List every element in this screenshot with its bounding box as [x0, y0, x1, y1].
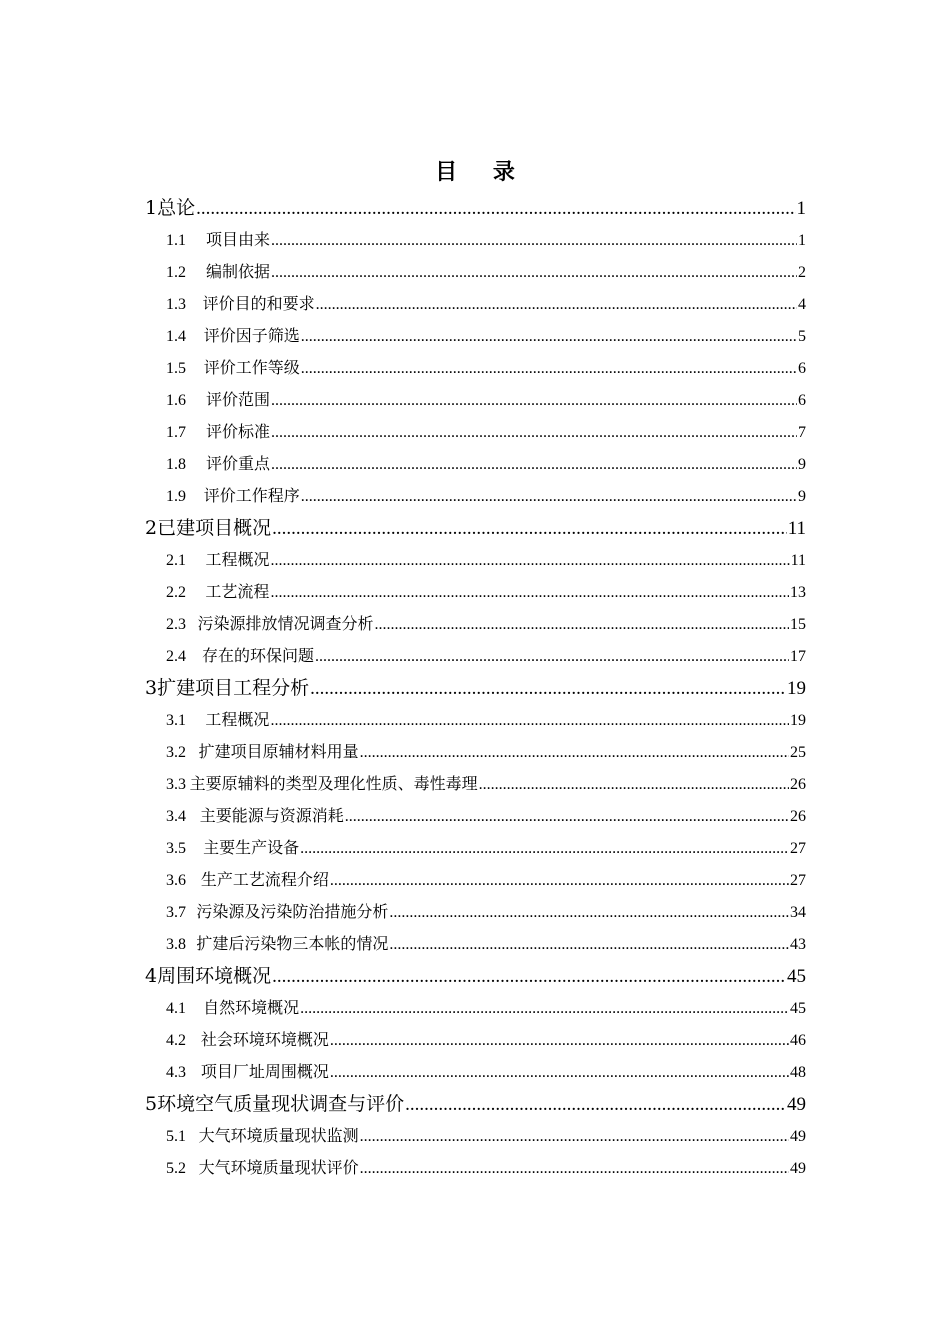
toc-page-number: 15 [790, 616, 806, 633]
dot-leader [271, 449, 797, 481]
toc-page-number: 1 [796, 198, 806, 219]
toc-page-number: 43 [790, 936, 806, 953]
toc-section-entry[interactable] [145, 608, 806, 640]
toc-page-number: 7 [798, 424, 806, 441]
toc-page-number: 6 [798, 360, 806, 377]
toc-section-number: 5.1 [166, 1128, 186, 1145]
toc-page-number: 49 [790, 1160, 806, 1177]
dot-leader [300, 833, 789, 865]
toc-entry-title: 2已建项目概况 [145, 517, 272, 539]
toc-section-entry[interactable] [145, 832, 806, 864]
toc-page-number: 45 [787, 966, 806, 987]
dot-leader [360, 737, 789, 769]
dot-leader [405, 1089, 786, 1121]
toc-section-number: 1.6 [166, 392, 186, 409]
dot-leader [271, 417, 797, 449]
toc-section-entry[interactable] [145, 800, 806, 832]
toc-section-number: 3.4 [166, 808, 186, 825]
toc-entry-title: 项目厂址周围概况 [200, 1062, 329, 1081]
toc-entry-title: 评价范围 [205, 390, 270, 409]
toc-section-number: 1.9 [166, 488, 186, 505]
dot-leader [345, 801, 789, 833]
toc-entry-title: 扩建项目原辅材料用量 [198, 742, 359, 761]
dot-leader [301, 481, 797, 513]
toc-section-entry[interactable] [145, 896, 806, 928]
toc-entry-title: 存在的环保问题 [202, 646, 315, 665]
toc-page-number: 5 [798, 328, 806, 345]
dot-leader [315, 641, 789, 673]
toc-chapter-entry[interactable] [145, 1088, 806, 1120]
toc-chapter-entry[interactable] [145, 192, 806, 224]
toc-entry-title: 主要原辅料的类型及理化性质、毒性毒理 [189, 774, 478, 793]
toc-section-number: 1.8 [166, 456, 186, 473]
toc-page-number: 9 [798, 488, 806, 505]
toc-chapter-entry[interactable] [145, 672, 806, 704]
toc-section-entry[interactable] [145, 640, 806, 672]
toc-entry-title: 评价工作程序 [203, 486, 300, 505]
toc-section-number: 1.3 [166, 296, 186, 313]
toc-section-entry[interactable] [145, 704, 806, 736]
dot-leader [270, 577, 789, 609]
toc-entry-title: 污染源及污染防治措施分析 [196, 902, 389, 921]
dot-leader [270, 545, 789, 577]
toc-section-number: 1.4 [166, 328, 186, 345]
toc-page-number: 25 [790, 744, 806, 761]
toc-entry-title: 4周围环境概况 [145, 965, 272, 987]
toc-section-number: 2.3 [166, 616, 186, 633]
toc-page-number: 13 [790, 584, 806, 601]
toc-entry-title: 3扩建项目工程分析 [145, 677, 310, 699]
toc-section-number: 3.6 [166, 872, 186, 889]
dot-leader [389, 897, 789, 929]
toc-page-number: 19 [787, 678, 806, 699]
toc-section-entry[interactable] [145, 864, 806, 896]
toc-section-entry[interactable] [145, 416, 806, 448]
toc-section-entry[interactable] [145, 992, 806, 1024]
toc-entry-title: 社会环境环境概况 [200, 1030, 329, 1049]
dot-leader [330, 1025, 789, 1057]
page-title: 目 录 [435, 159, 529, 185]
toc-section-number: 2.2 [166, 584, 186, 601]
toc-chapter-entry[interactable] [145, 960, 806, 992]
toc-page-number: 17 [790, 648, 806, 665]
toc-section-number: 1.2 [166, 264, 186, 281]
dot-leader [270, 705, 789, 737]
dot-leader [300, 993, 789, 1025]
toc-entry-title: 评价因子筛选 [203, 326, 300, 345]
toc-section-number: 2.4 [166, 648, 186, 665]
toc-page-number: 48 [790, 1064, 806, 1081]
toc-section-entry[interactable] [145, 736, 806, 768]
dot-leader [271, 257, 797, 289]
toc-page-number: 27 [790, 872, 806, 889]
toc-page-number: 19 [790, 712, 806, 729]
toc-section-number: 1.1 [166, 232, 186, 249]
toc-entry-title: 大气环境质量现状监测 [198, 1126, 359, 1145]
toc-page-number: 49 [790, 1128, 806, 1145]
toc-section-number: 3.8 [166, 936, 186, 953]
toc-section-entry[interactable] [145, 576, 806, 608]
toc-page-number: 45 [790, 1000, 806, 1017]
toc-section-number: 1.7 [166, 424, 186, 441]
toc-entry-title: 评价工作等级 [203, 358, 300, 377]
toc-entry-title: 评价目的和要求 [202, 294, 315, 313]
toc-page-number: 4 [798, 296, 806, 313]
toc-section-entry[interactable] [145, 448, 806, 480]
dot-leader [301, 353, 797, 385]
dot-leader [330, 865, 789, 897]
toc-section-number: 4.2 [166, 1032, 186, 1049]
toc-entry-title: 工程概况 [205, 710, 270, 729]
toc-entry-title: 工艺流程 [205, 582, 270, 601]
dot-leader [316, 289, 797, 321]
dot-leader [360, 1153, 789, 1185]
toc-section-entry[interactable] [145, 1056, 806, 1088]
toc-page-number: 11 [787, 518, 806, 539]
toc-entry-title: 编制依据 [205, 262, 270, 281]
toc-section-number: 4.3 [166, 1064, 186, 1081]
toc-entry-title: 评价重点 [205, 454, 270, 473]
toc-page-number: 11 [790, 552, 806, 569]
toc-section-entry[interactable] [145, 544, 806, 576]
toc-section-entry[interactable] [145, 768, 806, 800]
toc-section-number: 3.3 [166, 776, 186, 793]
toc-entry-title: 主要生产设备 [203, 838, 300, 857]
toc-section-number: 4.1 [166, 1000, 186, 1017]
toc-section-entry[interactable] [145, 224, 806, 256]
toc-section-number: 5.2 [166, 1160, 186, 1177]
toc-section-entry[interactable] [145, 480, 806, 512]
toc-section-entry[interactable] [145, 1024, 806, 1056]
dot-leader [196, 193, 795, 225]
dot-leader [272, 961, 786, 993]
toc-page-number: 6 [798, 392, 806, 409]
toc-section-number: 3.5 [166, 840, 186, 857]
toc-entry-title: 大气环境质量现状评价 [198, 1158, 359, 1177]
toc-page-number: 34 [790, 904, 806, 921]
toc-entry-title: 生产工艺流程介绍 [200, 870, 329, 889]
toc-section-entry[interactable] [145, 384, 806, 416]
toc-section-entry[interactable] [145, 928, 806, 960]
toc-page-number: 26 [790, 776, 806, 793]
toc-section-number: 3.2 [166, 744, 186, 761]
toc-section-entry[interactable] [145, 288, 806, 320]
toc-page-number: 9 [798, 456, 806, 473]
dot-leader [389, 929, 789, 961]
toc-entry-title: 自然环境概况 [203, 998, 300, 1017]
table-of-contents [145, 192, 806, 1184]
toc-entry-title: 5环境空气质量现状调查与评价 [145, 1093, 405, 1115]
toc-entry-title: 项目由来 [205, 230, 270, 249]
dot-leader [272, 513, 787, 545]
toc-page-number: 1 [798, 232, 806, 249]
toc-section-entry[interactable] [145, 352, 806, 384]
toc-section-entry[interactable] [145, 256, 806, 288]
dot-leader [360, 1121, 789, 1153]
dot-leader [330, 1057, 789, 1089]
toc-page-number: 2 [798, 264, 806, 281]
toc-page-number: 46 [790, 1032, 806, 1049]
toc-entry-title: 扩建后污染物三本帐的情况 [196, 934, 389, 953]
toc-section-number: 3.7 [166, 904, 186, 921]
dot-leader [301, 321, 797, 353]
toc-section-number: 1.5 [166, 360, 186, 377]
dot-leader [271, 385, 797, 417]
toc-section-entry[interactable] [145, 320, 806, 352]
dot-leader [310, 673, 786, 705]
toc-section-number: 2.1 [166, 552, 186, 569]
toc-entry-title: 评价标准 [205, 422, 270, 441]
toc-section-entry[interactable] [145, 1152, 806, 1184]
dot-leader [479, 769, 789, 801]
dot-leader [375, 609, 789, 641]
toc-page-number: 27 [790, 840, 806, 857]
dot-leader [271, 225, 797, 257]
toc-entry-title: 1总论 [145, 197, 196, 219]
toc-page-number: 26 [790, 808, 806, 825]
toc-page-number: 49 [787, 1094, 806, 1115]
toc-entry-title: 污染源排放情况调查分析 [197, 614, 374, 633]
toc-entry-title: 主要能源与资源消耗 [199, 806, 344, 825]
toc-section-entry[interactable] [145, 1120, 806, 1152]
toc-entry-title: 工程概况 [205, 550, 270, 569]
toc-section-number: 3.1 [166, 712, 186, 729]
toc-chapter-entry[interactable] [145, 512, 806, 544]
